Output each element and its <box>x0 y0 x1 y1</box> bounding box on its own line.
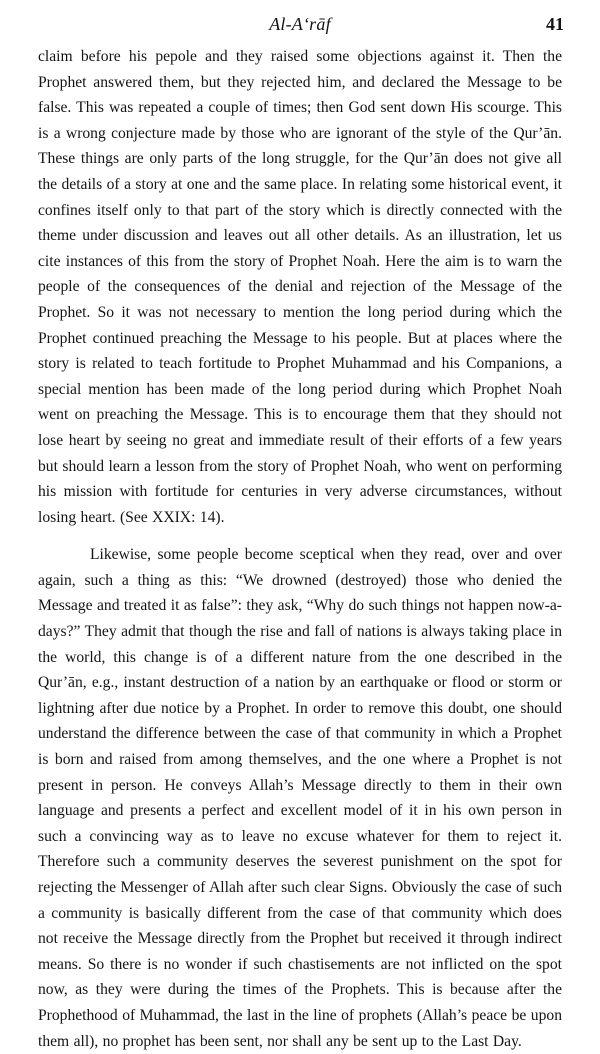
paragraph-1: claim before his pepole and they raised some objections against it. Then the Prophet answered them, but they rejected him, and declared the Message to be false. This was repeated a couple of times; then God sent down His scourge. This is a wrong conjecture made by those who are ignorant of the style of the Qur’ān. These things are only parts of the long struggle, for the Qur’ān does not give all the details of a story at one and the same place. In relating some historical event, it confines itself only to that part of the story which is directly connected with the theme under discussion and leaves out all other details. As an illustration, let us cite instances of this from the story of Prophet Noah. Here the aim is to warn the people of the consequences of the denial and rejection of the Message of the Prophet. So it was not necessary to mention the long period during which the Prophet continued preaching the Message to his people. But at places where the story is related to teach fortitude to Prophet Muhammad and his Companions, a special mention has been made of the long period during which Prophet Noah went on preaching the Message. This is to encourage them that they should not lose heart by seeing no great and immediate result of their efforts of a few years but should learn a lesson from the story of Prophet Noah, who went on performing his mission with fortitude for centuries in very adverse circumstances, without losing heart. (See XXIX: 14). <box>38 48 562 526</box>
page-body <box>38 44 562 1054</box>
paragraph-2: Likewise, some people become sceptical when they read, over and over again, such a thing as this: “We drowned (destroyed) those who denied the Message and treated it as false”: they ask, “Why do such things not happen now-a-days?” They admit that though the rise and fall of nations is always taking place in the world, this change is of a different nature from the one described in the Qur’ān, e.g., instant destruction of a nation by an earthquake or flood or storm or lightning after due notice by a Prophet. In order to remove this doubt, one should understand the difference between the case of that community in which a Prophet is born and raised from among themselves, and the one where a Prophet is not present in person. He conveys Allah’s Message directly to them in their own language and presents a perfect and excellent model of it in his own person in such a convincing way as to leave no excuse whatever for them to reject it. Therefore such a community deserves the severest punishment on the spot for rejecting the Messenger of Allah after such clear Signs. Obviously the case of such a community is basically different from the case of that community which does not receive the Message directly from the Prophet but received it through indirect means. So there is no wonder if such chastisements are not inflicted on the spot now, as they were during the times of the Prophets. This is because after the Prophethood of Muhammad, the last in the line of prophets (Allah’s peace be upon them all), no prophet has been sent, nor shall any be sent up to the Last Day. <box>38 546 562 1050</box>
running-title: Al-A‘rāf <box>269 14 331 34</box>
page-number: 41 <box>546 14 564 34</box>
